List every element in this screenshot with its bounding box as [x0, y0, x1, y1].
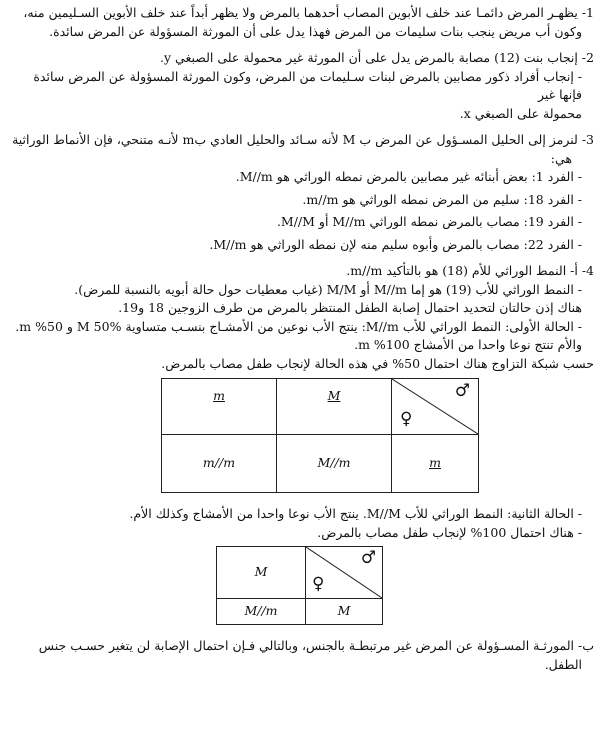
individual-19: - الفرد 19: مصاب بالمرض نمطه الوراثي M//m أو M//M. [276, 214, 582, 229]
grid-1-male-gamete-M: M [277, 379, 392, 435]
individual-18: - الفرد 18: سليم من المرض نمطه الوراثي هو m//m. [302, 191, 582, 207]
grid-1-female-gamete: m [392, 435, 479, 493]
grid-1-male-gamete-m: m [162, 379, 277, 435]
para-3-line-2: هي: [550, 150, 572, 166]
para-4-line-1: 4- أ- النمط الوراثي للأم (18) هو بالتأكيد m//m. [346, 263, 594, 278]
case-1-line-3: حسب شبكة التزاوج هناك احتمال 50% في هذه الحالة لإنجاب طفل مصاب بالمرض. [161, 355, 594, 371]
part-b-line-1: ب- المورثـة المسـؤولة عن المرض غير مرتبطـة بالجنس، وبالتالي فـإن احتمال الإصابة لن يتغير حسـب جنس [38, 638, 594, 653]
para-3-line-1: 3- لنرمز إلى الحليل المسـؤول عن المرض ب M لأنه سـائد والحليل العادي بm لأنـه متنحي، فإن الأنماط الوراثية [12, 132, 594, 147]
para-2-line-2: - إنجاب أفراد ذكور مصابين بالمرض لبنات سـليمات من المرض، وكون المورثة المسؤولة عن المرض سائدة فإنها غير [33, 68, 582, 102]
cross-grid-2 [216, 546, 383, 625]
individual-22: - الفرد 22: مصاب بالمرض وأبوه سليم منه لإن نمطه الوراثي هو M//m. [209, 236, 582, 252]
case-2-line-1: - الحالة الثانية: النمط الوراثي للأب M//M. ينتج الأب نوعا واحدا من الأمشاج وكذلك الأم. [129, 506, 582, 521]
grid-2-female-gamete: M [306, 599, 383, 625]
male-symbol-icon: ♂ [454, 381, 470, 401]
case-1-line-1: - الحالة الأولى: النمط الوراثي للأب M//m: ينتج الأب نوعين من الأمشـاج بنسـب متساوية M 50% و 50% m. [15, 318, 582, 334]
para-4-line-3: هناك إذن حالتان لتحديد احتمال إصابة الطفل المنتظر بالمرض من طرف الزوجين 18 و19. [118, 300, 582, 315]
grid-2-male-gamete: M [217, 547, 306, 599]
case-1-line-2: والأم تنتج نوعا واحدا من الأمشاج 100% m. [354, 337, 582, 352]
grid-1-corner [392, 379, 479, 435]
case-2-line-2: - هناك احتمال 100% لإنجاب طفل مصاب بالمرض. [317, 524, 582, 540]
part-b-line-2: الطفل. [544, 656, 582, 672]
grid-2-corner [306, 547, 383, 599]
grid-1-cell-1: M//m [277, 435, 392, 493]
para-2-line-3: محمولة على الصبغي x. [459, 105, 582, 121]
male-symbol-icon: ♂ [360, 548, 376, 568]
para-2-line-1: 2- إنجاب بنت (12) مصابة بالمرض يدل على أن المورثة غير محمولة على الصبغي y. [160, 50, 594, 65]
grid-2-cell: M//m [217, 599, 306, 625]
individual-1: - الفرد 1: بعض أبنائه غير مصابين بالمرض نمطه الوراثي هو M//m. [235, 169, 582, 184]
grid-1-cell-2: m//m [162, 435, 277, 493]
cross-grid-1 [161, 378, 479, 493]
cross-grid-1-wrap [8, 378, 594, 493]
para-1-line-1: 1- يظهـر المرض دائمـا عند خلف الأبوين المصاب أحدهما بالمرض ولا يظهر أبداً عند خلف الأبوين السـليمين منه، [23, 5, 594, 20]
cross-grid-2-wrap [8, 546, 594, 625]
para-4-line-2: - النمط الوراثي للأب (19) هو إما M//m أو M/M (غياب معطيات حول حالة أبويه بالنسبة للمرض). [74, 281, 582, 297]
female-symbol-icon: ♀ [400, 409, 413, 429]
para-1-line-2: وكون أب مريض ينجب بنات سليمات من المرض فهذا يدل على أن المورثة المسؤولة عن المرض سائدة. [49, 23, 582, 39]
female-symbol-icon: ♀ [312, 574, 325, 594]
